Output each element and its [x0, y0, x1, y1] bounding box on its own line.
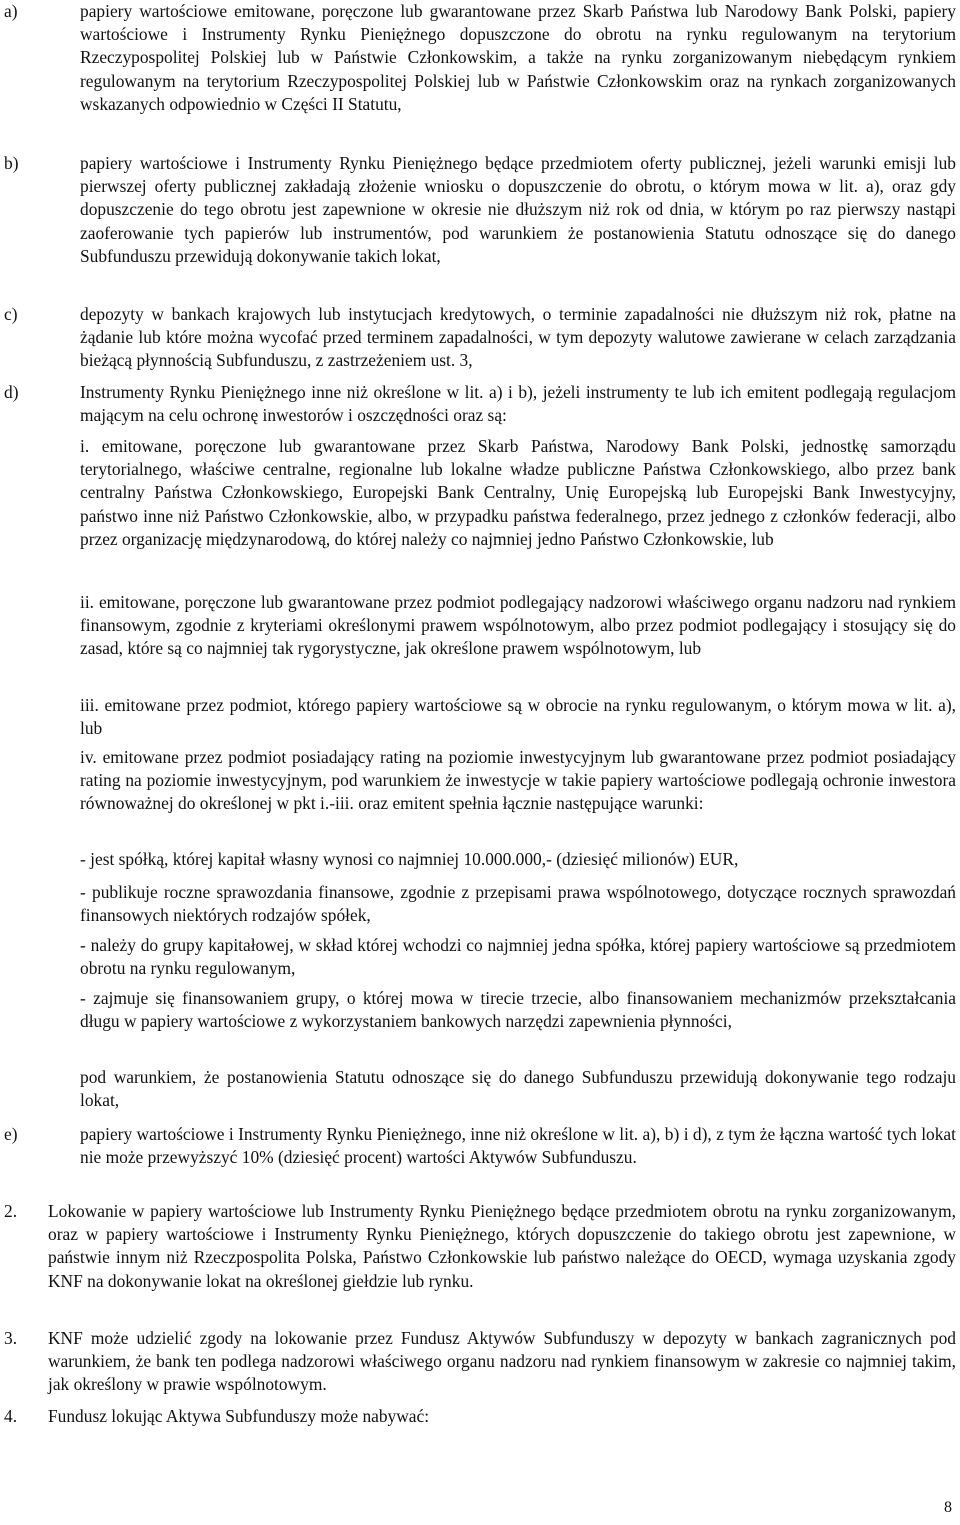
- numbered-item-2: [0, 1200, 956, 1293]
- page-number: 8: [944, 1499, 952, 1516]
- sub-item-i: i. emitowane, poręczone lub gwarantowane przez Skarb Państwa, Narodowy Bank Polski, jednostkę samorządu terytorialnego, właściwe centralne, regionalne lub lokalne władze publiczne Państwa Członkowskiego, albo przez bank centralny Państwa Członkowskiego, Europejski Bank Centralny, Unię Europejską lub Europejski Bank Inwestycyjny, państwo inne niż Państwo Członkowskie, albo, w przypadku państwa federalnego, przez jednego z członków federacji, albo przez organizację międzynarodową, do której należy co najmniej jedno Państwo Członkowskie, lub: [80, 436, 956, 549]
- numbered-item-4: [0, 1405, 956, 1428]
- item-marker: c): [4, 304, 18, 324]
- item-marker: 3.: [4, 1328, 18, 1348]
- item-text: KNF może udzielić zgody na lokowanie przez Fundusz Aktywów Subfunduszy w depozyty w bankach zagranicznych pod warunkiem, że bank ten podlega nadzorowi właściwego organu nadzoru nad rynkiem finansowym w zakresie co najmniej takim, jak określony w prawie wspólnotowym.: [48, 1328, 956, 1395]
- item-marker: 4.: [4, 1406, 18, 1426]
- condition-dash-1: - jest spółką, której kapitał własny wynosi co najmniej 10.000.000,- (dziesięć milionów) EUR,: [80, 849, 739, 869]
- item-text: Instrumenty Rynku Pieniężnego inne niż określone w lit. a) i b), jeżeli instrumenty te lub ich emitent podlegają regulacjom mającym na celu ochronę inwestorów i oszczędności oraz są:: [80, 382, 956, 426]
- item-marker: d): [4, 382, 19, 402]
- item-marker: b): [4, 153, 19, 173]
- condition-dash-2: - publikuje roczne sprawozdania finansowe, zgodnie z przepisami prawa wspólnotowego, dotyczące rocznych sprawozdań finansowych niektórych rodzajów spółek,: [80, 882, 956, 926]
- item-text: papiery wartościowe i Instrumenty Rynku Pieniężnego będące przedmiotem oferty publicznej, jeżeli warunki emisji lub pierwszej oferty publicznej zakładają złożenie wniosku o dopuszczenie do obrotu, o którym mowa w lit. a), oraz gdy dopuszczenie do tego obrotu jest zapewnione w okresie nie dłuższym niż rok od dnia, w którym po raz pierwszy nastąpi zaoferowanie tych papierów lub instrumentów, pod warunkiem że postanowienia Statutu odnoszące się do danego Subfunduszu przewidują dokonywanie takich lokat,: [80, 153, 956, 266]
- item-text: Lokowanie w papiery wartościowe lub Instrumenty Rynku Pieniężnego będące przedmiotem obrotu na rynku zorganizowanym, oraz w papiery wartościowe i Instrumenty Rynku Pieniężnego, których dopuszczenie do takiego obrotu jest zapewnione, w państwie innym niż Rzeczpospolita Polska, Państwo Członkowskie lub państwo należące do OECD, wymaga uzyskania zgody KNF na dokonywanie lokat na określonej giełdzie lub rynku.: [48, 1201, 956, 1291]
- item-text: papiery wartościowe emitowane, poręczone lub gwarantowane przez Skarb Państwa lub Narodowy Bank Polski, papiery wartościowe i Instrumenty Rynku Pieniężnego dopuszczone do obrotu na rynku regulowanym na terytorium Rzeczypospolitej Polskiej lub w Państwie Członkowskim, a także na rynku zorganizowanym niebędącym rynkiem regulowanym na terytorium Rzeczypospolitej Polskiej lub w Państwie Członkowskim oraz na rynkach zorganizowanych wskazanych odpowiednio w Części II Statutu,: [80, 1, 956, 114]
- list-item-a: [0, 0, 956, 116]
- list-item-b: [0, 152, 956, 268]
- item-marker: 2.: [4, 1201, 18, 1221]
- condition-dash-4: - zajmuje się finansowaniem grupy, o której mowa w tirecie trzecie, albo finansowaniem mechanizmów przekształcania długu w papiery wartościowe z wykorzystaniem bankowych narzędzi zapewnienia płynności,: [80, 988, 956, 1032]
- numbered-item-3: [0, 1327, 956, 1397]
- sub-item-ii: ii. emitowane, poręczone lub gwarantowane przez podmiot podlegający nadzorowi właściwego organu nadzoru nad rynkiem finansowym, zgodnie z kryteriami określonymi prawem wspólnotowym, albo przez podmiot podlegający i stosujący się do zasad, które są co najmniej tak rygorystyczne, jak określone prawem wspólnotowym, lub: [80, 592, 956, 659]
- item-marker: e): [4, 1124, 18, 1144]
- condition-dash-3: - należy do grupy kapitałowej, w skład której wchodzi co najmniej jedna spółka, której papiery wartościowe są przedmiotem obrotu na rynku regulowanym,: [80, 935, 956, 979]
- item-text: Fundusz lokując Aktywa Subfunduszy może nabywać:: [48, 1406, 430, 1426]
- condition-tail: pod warunkiem, że postanowienia Statutu odnoszące się do danego Subfunduszu przewidują dokonywanie tego rodzaju lokat,: [80, 1067, 956, 1111]
- list-item-e: [0, 1123, 956, 1169]
- list-item-d: [0, 381, 956, 427]
- item-text: papiery wartościowe i Instrumenty Rynku Pieniężnego, inne niż określone w lit. a), b) i d), z tym że łączna wartość tych lokat nie może przewyższyć 10% (dziesięć procent) wartości Aktywów Subfunduszu.: [80, 1124, 956, 1168]
- list-item-c: [0, 303, 956, 373]
- item-text: depozyty w bankach krajowych lub instytucjach kredytowych, o terminie zapadalności nie dłuższym niż rok, płatne na żądanie lub które można wycofać przed terminem zapadalności, w tym depozyty walutowe zawierane w celach zarządzania bieżącą płynnością Subfunduszu, z zastrzeżeniem ust. 3,: [80, 304, 956, 371]
- sub-item-iii: iii. emitowane przez podmiot, którego papiery wartościowe są w obrocie na rynku regulowanym, o którym mowa w lit. a), lub: [80, 695, 956, 739]
- item-marker: a): [4, 1, 18, 21]
- sub-item-iv: iv. emitowane przez podmiot posiadający rating na poziomie inwestycyjnym lub gwarantowane przez podmiot posiadający rating na poziomie inwestycyjnym, pod warunkiem że inwestycje w takie papiery wartościowe podlegają ochronie inwestora równoważnej do określonej w pkt i.-iii. oraz emitent spełnia łącznie następujące warunki:: [80, 747, 956, 814]
